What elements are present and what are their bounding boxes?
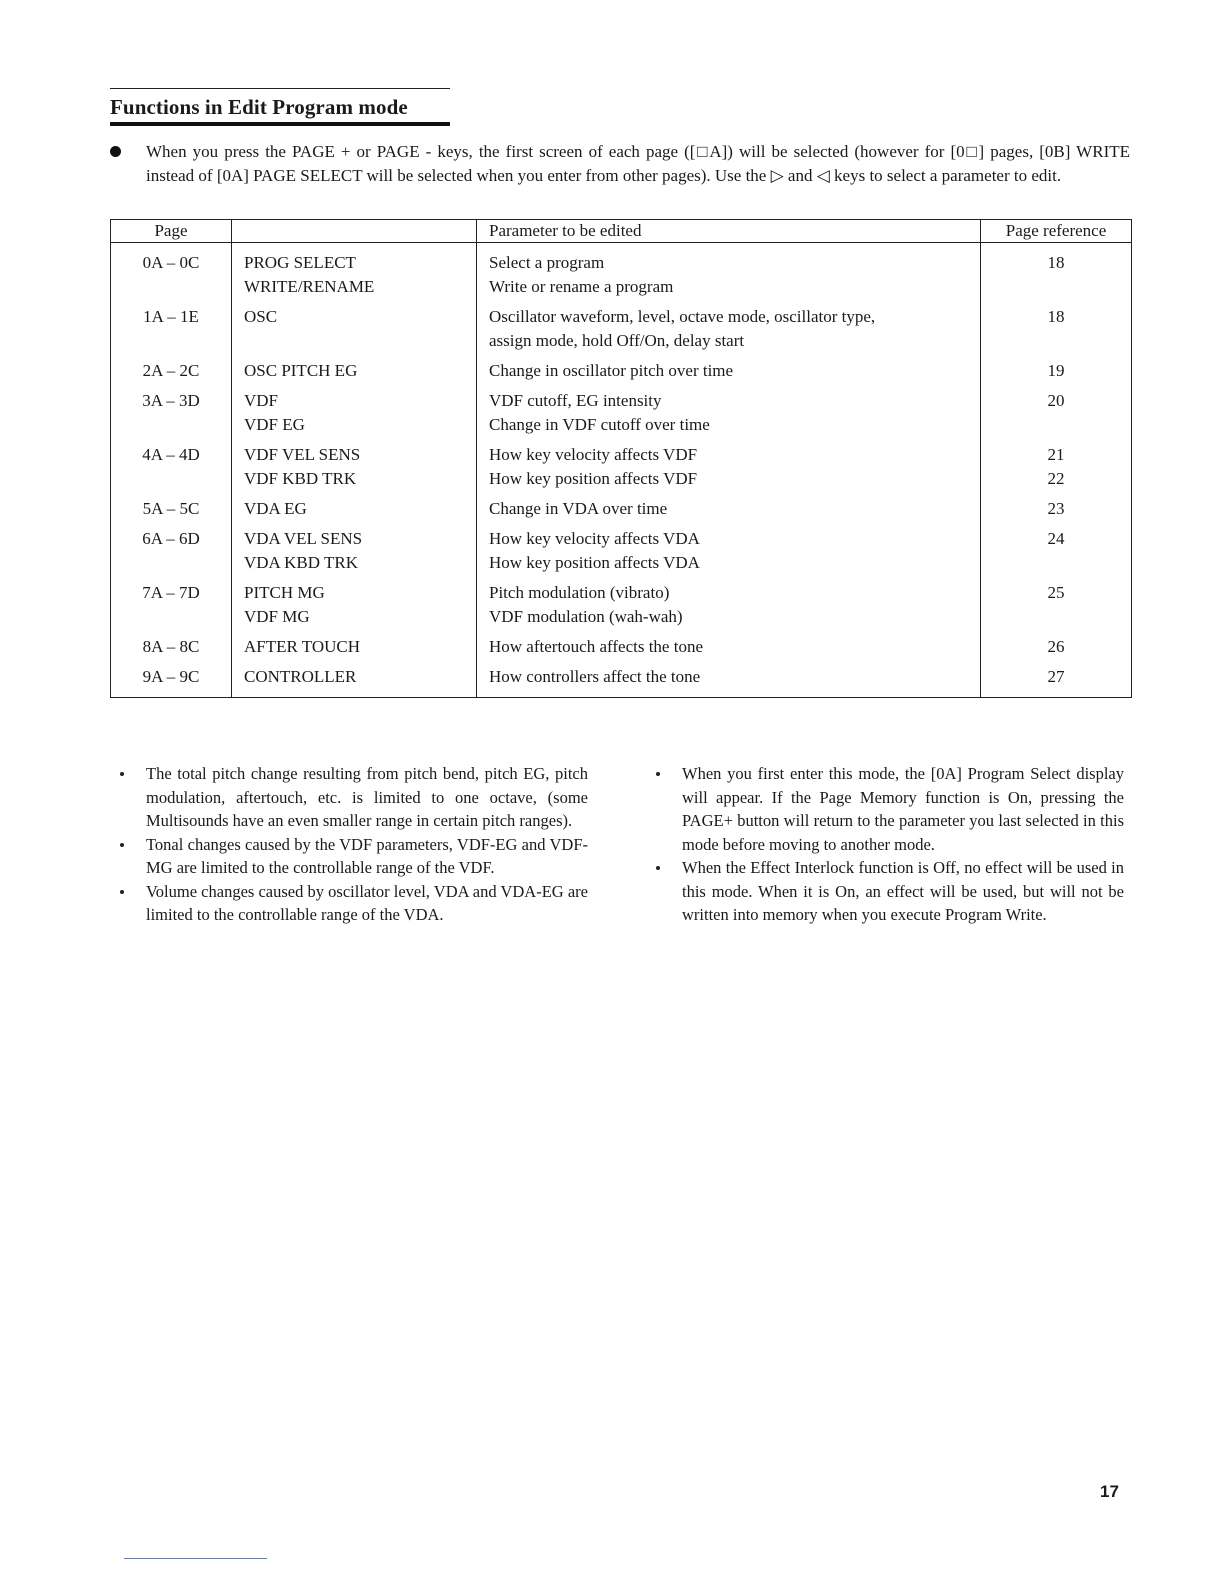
cell-function-line: PROG SELECT — [244, 253, 356, 272]
note-item — [110, 762, 588, 833]
bullet-icon — [656, 866, 660, 870]
cell-page-reference — [981, 491, 1132, 521]
cell-parameter-line: VDF cutoff, EG intensity — [489, 391, 662, 410]
cell-page-reference — [981, 353, 1132, 383]
table-row — [111, 575, 1132, 629]
cell-parameter — [477, 437, 981, 491]
note-text: Volume changes caused by oscillator level, VDA and VDA-EG are limited to the controllable range of the VDA. — [146, 881, 588, 924]
cell-page: 2A – 2C — [111, 353, 232, 383]
cell-function-line: OSC PITCH EG — [244, 361, 358, 380]
cell-page-reference-line: 20 — [1047, 391, 1065, 410]
cell-parameter-line: Pitch modulation (vibrato) — [489, 583, 670, 602]
cell-function — [232, 521, 477, 575]
bullet-icon — [120, 890, 124, 894]
intro-text: When you press the PAGE + or PAGE - keys, the first screen of each page ([□A]) will be selected (however for [0□] pages, [0B] WRITE instead of [0A] PAGE SELECT will be selected when you enter from other pages). Use the ▷ and ◁ keys to select a parameter to edit. — [146, 142, 1130, 185]
cell-page-reference — [981, 437, 1132, 491]
note-item — [110, 880, 588, 927]
table-row — [111, 437, 1132, 491]
cell-function — [232, 243, 477, 300]
cell-parameter — [477, 575, 981, 629]
cell-function — [232, 437, 477, 491]
cell-parameter — [477, 243, 981, 300]
cell-page-reference-line: 27 — [1047, 667, 1065, 686]
cell-parameter — [477, 383, 981, 437]
cell-function-line: PITCH MG — [244, 583, 325, 602]
cell-page: 8A – 8C — [111, 629, 232, 659]
bullet-icon — [120, 772, 124, 776]
cell-page-reference — [981, 575, 1132, 629]
cell-page-reference — [981, 659, 1132, 698]
table-row — [111, 629, 1132, 659]
cell-parameter-line: Change in VDF cutoff over time — [489, 415, 710, 434]
cell-page-reference — [981, 629, 1132, 659]
cell-parameter — [477, 299, 981, 353]
cell-parameter-line: Change in VDA over time — [489, 499, 668, 518]
cell-page-reference-line: 24 — [1047, 529, 1065, 548]
table-row — [111, 491, 1132, 521]
cell-function-line: VDA KBD TRK — [244, 553, 358, 572]
note-item — [646, 856, 1124, 927]
cell-function-line: VDF KBD TRK — [244, 469, 357, 488]
cell-function-line: AFTER TOUCH — [244, 637, 361, 656]
cell-page: 1A – 1E — [111, 299, 232, 353]
cell-parameter-line: assign mode, hold Off/On, delay start — [489, 331, 745, 350]
cell-page: 5A – 5C — [111, 491, 232, 521]
cell-function — [232, 299, 477, 353]
cell-function-line: WRITE/RENAME — [244, 277, 375, 296]
cell-parameter — [477, 491, 981, 521]
cell-page: 9A – 9C — [111, 659, 232, 698]
page-number: 17 — [1100, 1482, 1119, 1501]
cell-function-line: VDA VEL SENS — [244, 529, 363, 548]
cell-page-reference-line: 26 — [1047, 637, 1065, 656]
cell-function-line: VDA EG — [244, 499, 307, 518]
cell-page-reference — [981, 243, 1132, 300]
cell-parameter-line: How key position affects VDA — [489, 553, 700, 572]
cell-parameter — [477, 629, 981, 659]
bullet-icon — [120, 843, 124, 847]
table-row — [111, 383, 1132, 437]
cell-function-line: CONTROLLER — [244, 667, 357, 686]
cell-function — [232, 383, 477, 437]
cell-function — [232, 353, 477, 383]
cell-function — [232, 491, 477, 521]
cell-page-reference-line: 18 — [1047, 307, 1065, 326]
cell-function — [232, 629, 477, 659]
cell-page: 6A – 6D — [111, 521, 232, 575]
cell-page-reference — [981, 383, 1132, 437]
header-page-reference: Page reference — [981, 220, 1132, 243]
footer-rule — [124, 1558, 267, 1559]
cell-parameter — [477, 353, 981, 383]
header-page: Page — [111, 220, 232, 243]
table-row — [111, 243, 1132, 300]
note-text: When you first enter this mode, the [0A] Program Select display will appear. If the Page Memory function is On, pressing the PAGE+ button will return to the parameter you last selected in this mode before moving to another mode. — [682, 764, 1124, 854]
table-row — [111, 659, 1132, 698]
cell-page-reference — [981, 299, 1132, 353]
note-item — [646, 762, 1124, 856]
cell-function — [232, 575, 477, 629]
cell-page-reference-line: 19 — [1047, 361, 1065, 380]
cell-page: 4A – 4D — [111, 437, 232, 491]
intro-paragraph — [110, 140, 1130, 188]
table-row — [111, 521, 1132, 575]
cell-parameter-line: VDF modulation (wah-wah) — [489, 607, 683, 626]
cell-page-reference-line: 21 — [1047, 445, 1065, 464]
cell-page: 7A – 7D — [111, 575, 232, 629]
table-header-row — [111, 220, 1132, 243]
bullet-icon — [110, 146, 121, 157]
header-parameter: Parameter to be edited — [477, 220, 981, 243]
table-row — [111, 353, 1132, 383]
parameter-table — [110, 219, 1132, 698]
cell-function-line: OSC — [244, 307, 278, 326]
cell-parameter-line: Change in oscillator pitch over time — [489, 361, 734, 380]
bullet-icon — [656, 772, 660, 776]
cell-function-line: VDF EG — [244, 415, 305, 434]
cell-parameter-line: Oscillator waveform, level, octave mode, oscillator type, — [489, 307, 876, 326]
cell-parameter-line: How key position affects VDF — [489, 469, 698, 488]
cell-parameter-line: Write or rename a program — [489, 277, 674, 296]
note-text: When the Effect Interlock function is Off, no effect will be used in this mode. When it is On, an effect will be used, but will not be written into memory when you execute Program Write. — [682, 858, 1124, 924]
cell-function-line: VDF VEL SENS — [244, 445, 361, 464]
cell-page-reference-line: 18 — [1047, 253, 1065, 272]
section-title: Functions in Edit Program mode — [110, 88, 450, 126]
cell-parameter-line: Select a program — [489, 253, 605, 272]
cell-parameter-line: How key velocity affects VDF — [489, 445, 698, 464]
table-body — [111, 243, 1132, 698]
cell-parameter-line: How key velocity affects VDA — [489, 529, 700, 548]
note-item — [110, 833, 588, 880]
note-text: The total pitch change resulting from pitch bend, pitch EG, pitch modulation, aftertouch, etc. is limited to one octave, (some Multisounds have an even smaller range in certain pitch ranges). — [146, 764, 588, 830]
cell-function — [232, 659, 477, 698]
cell-page-reference — [981, 521, 1132, 575]
cell-parameter-line: How aftertouch affects the tone — [489, 637, 703, 656]
cell-page-reference-line: 25 — [1047, 583, 1065, 602]
header-function — [232, 220, 477, 243]
cell-parameter — [477, 659, 981, 698]
notes-left-column — [110, 762, 588, 927]
cell-function-line: VDF MG — [244, 607, 310, 626]
cell-page-reference-line: 23 — [1047, 499, 1065, 518]
cell-parameter — [477, 521, 981, 575]
cell-page: 3A – 3D — [111, 383, 232, 437]
cell-page: 0A – 0C — [111, 243, 232, 300]
note-text: Tonal changes caused by the VDF parameters, VDF-EG and VDF-MG are limited to the controllable range of the VDF. — [146, 834, 588, 877]
cell-function-line: VDF — [244, 391, 279, 410]
cell-page-reference-line: 22 — [1047, 469, 1065, 488]
table-row — [111, 299, 1132, 353]
cell-parameter-line: How controllers affect the tone — [489, 667, 701, 686]
notes-right-column — [646, 762, 1124, 927]
